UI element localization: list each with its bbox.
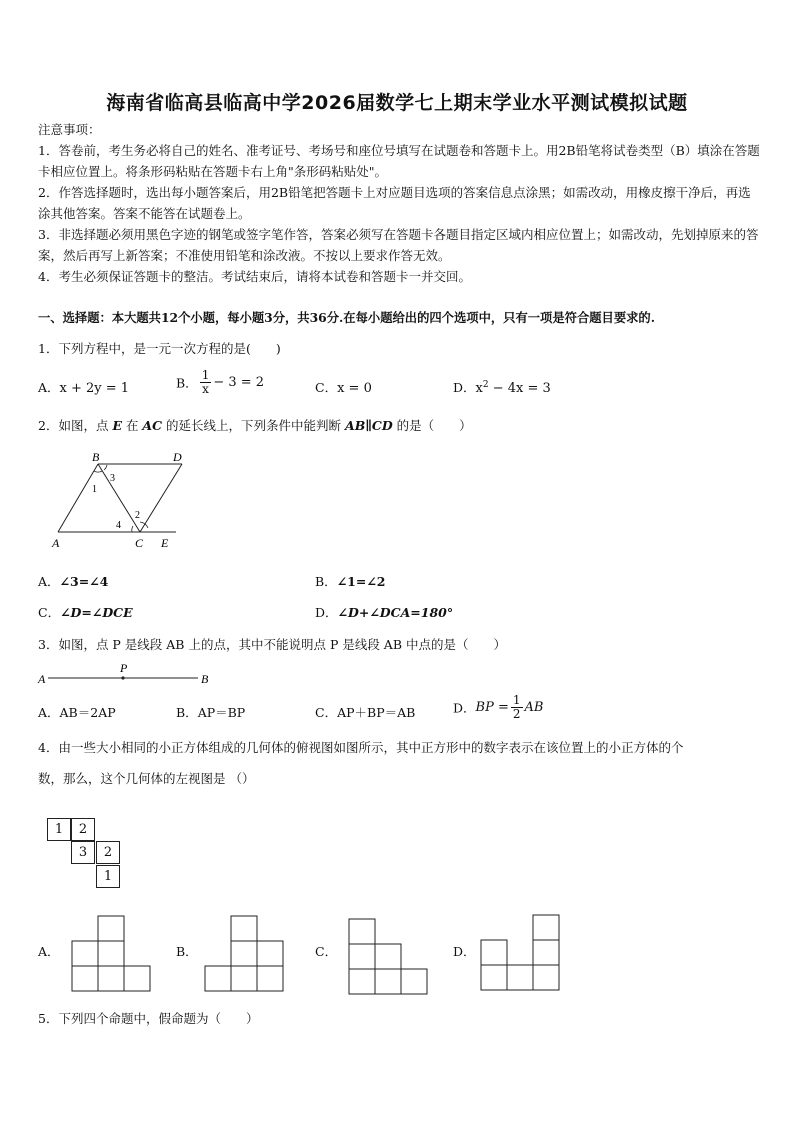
point-p xyxy=(121,676,124,679)
q1-option-b: B． $\frac{1}{x}$ − 3 = 2 xyxy=(176,368,265,396)
question-3-stem: 3．如图，点 P 是线段 AB 上的点，其中不能说明点 P 是线段 AB 中点的是（ ） xyxy=(38,637,506,652)
notice-item-3: 3．非选择题必须用黑色字迹的钢笔或签字笔作答，答案必须写在答题卡各题目指定区域内相应位置上；如需改动，先划掉原来的答案，然后再写上新答案；不准使用铅笔和涂改液。不按以上要求作答无效。 xyxy=(38,227,759,263)
line-ab xyxy=(58,464,98,532)
label-angle-2: 2 xyxy=(135,510,140,521)
notice-block xyxy=(38,119,760,287)
q3-option-b: B．AP＝BP xyxy=(176,705,246,720)
q4-option-d-label: D． xyxy=(453,944,476,959)
grid-cell: 1 xyxy=(96,865,120,888)
notice-item-1: 1．答卷前，考生务必将自己的姓名、准考证号、考场号和座位号填写在试题卷和答题卡上。用2B铅笔将试卷类型（B）填涂在答题卡相应位置上。将条形码粘贴在答题卡右上角"条形码粘贴处"。 xyxy=(38,143,760,179)
notice-item-2: 2．作答选择题时，选出每小题答案后，用2B铅笔把答题卡上对应题目选项的答案信息点涂黑；如需改动，用橡皮擦干净后，再选涂其他答案。答案不能答在试题卷上。 xyxy=(38,185,751,221)
page-title: 海南省临高县临高中学2026届数学七上期末学业水平测试模拟试题 xyxy=(106,92,688,114)
grid-cell: 2 xyxy=(96,841,120,864)
label-b: B xyxy=(92,450,100,464)
grid-cell: 1 xyxy=(47,818,71,841)
label-p: P xyxy=(120,661,128,675)
grid-cell: 3 xyxy=(71,841,95,864)
label-c: C xyxy=(135,536,144,550)
angle-1-arc xyxy=(94,471,102,472)
q1-option-c: C．x = 0 xyxy=(315,380,372,396)
q2-option-a: A．∠3=∠4 xyxy=(38,574,109,589)
label-angle-4: 4 xyxy=(116,520,121,531)
label-d: D xyxy=(173,450,182,464)
label-a: A xyxy=(52,536,60,550)
q4-option-c-label: C． xyxy=(315,944,338,959)
q2-figure xyxy=(40,450,200,560)
question-5-stem: 5．下列四个命题中，假命题为（ ） xyxy=(38,1011,259,1026)
q1-option-a: A．x + 2y = 1 xyxy=(38,380,130,396)
q4-option-a-view xyxy=(72,915,152,990)
q4-option-a-label: A． xyxy=(38,944,60,959)
angle-3-arc xyxy=(104,465,107,470)
grid-cell: 2 xyxy=(71,818,95,841)
line-dc xyxy=(140,464,182,532)
q2-option-d: D．∠D+∠DCA=180° xyxy=(315,605,454,620)
q2-option-c: C．∠D=∠DCE xyxy=(38,605,133,620)
label-a: A xyxy=(38,672,46,686)
q4-option-d-view xyxy=(481,914,561,989)
q3-option-c: C．AP＋BP＝AB xyxy=(315,705,416,720)
section-heading: 一、选择题：本大题共12个小题，每小题3分，共36分.在每小题给出的四个选项中，只有一项是符合题目要求的. xyxy=(38,310,656,325)
q1-option-d: D．$x^2 - 4x = 3$ xyxy=(453,379,551,396)
question-4-stem-line1: 4．由一些大小相同的小正方体组成的几何体的俯视图如图所示，其中正方形中的数字表示在该位置上的小正方体的个 xyxy=(38,740,684,755)
question-1-stem: 1．下列方程中，是一元一次方程的是( ) xyxy=(38,341,281,356)
q4-option-c-view xyxy=(349,918,429,993)
angle-4-arc xyxy=(132,526,133,532)
q3-figure xyxy=(38,660,218,690)
q3-option-d: D．BP = $\frac{1}{2}$ AB xyxy=(453,693,544,721)
question-2-stem: 2．如图，点 E 在 AC 的延长线上，下列条件中能判断 AB∥CD 的是（ ） xyxy=(38,418,472,433)
q2-option-b: B．∠1=∠2 xyxy=(315,574,386,589)
notice-item-4: 4．考生必须保证答题卡的整洁。考试结束后，请将本试卷和答题卡一并交回。 xyxy=(38,269,471,284)
label-angle-1: 1 xyxy=(92,484,97,495)
q4-option-b-view xyxy=(205,915,285,990)
label-e: E xyxy=(161,536,169,550)
q3-option-a: A．AB＝2AP xyxy=(38,705,116,720)
q4-option-b-label: B． xyxy=(176,944,198,959)
label-b: B xyxy=(201,672,209,686)
notice-heading: 注意事项： xyxy=(38,122,101,137)
label-angle-3: 3 xyxy=(110,473,115,484)
question-4-stem-line2: 数，那么，这个几何体的左视图是 （） xyxy=(38,771,255,786)
